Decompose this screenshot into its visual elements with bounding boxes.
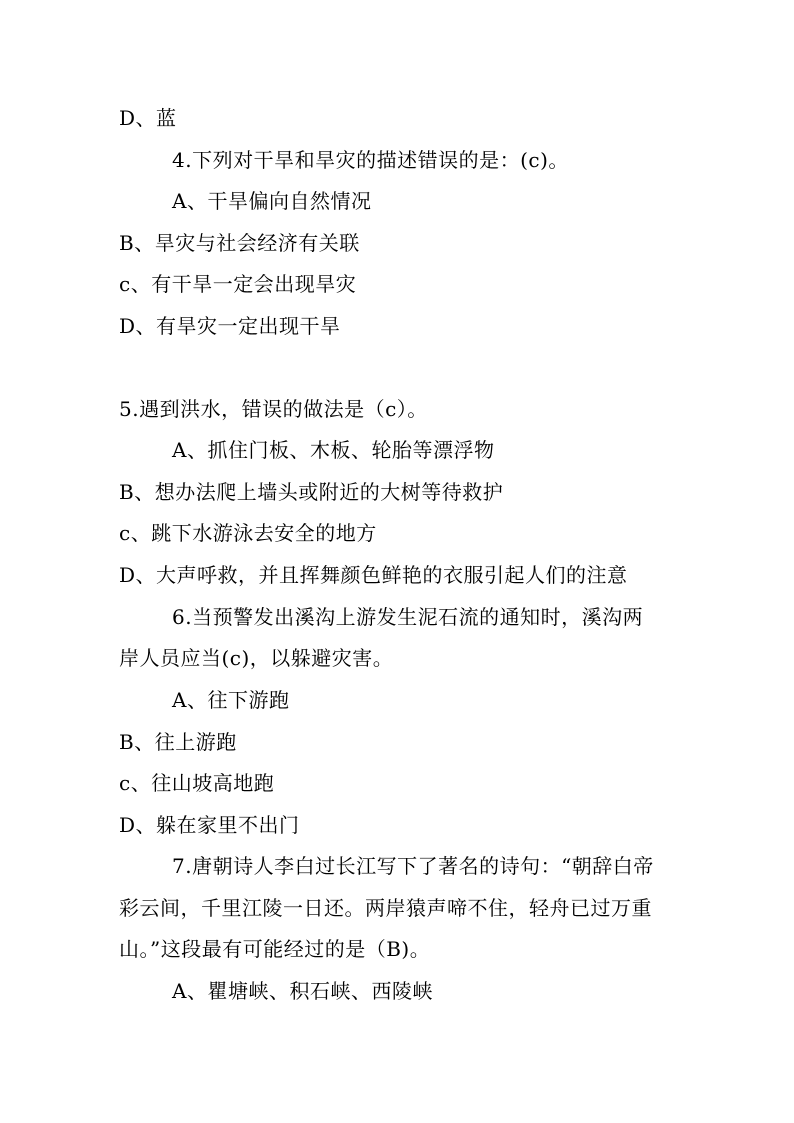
q6-option-c: c、往山坡高地跑 [119,771,275,795]
q7-stem-line-3: 山。”这段最有可能经过的是（B)。 [119,937,431,961]
q4-option-a: A、干旱偏向自然情况 [172,189,372,213]
q5-option-a: A、抓住门板、木板、轮胎等漂浮物 [172,438,495,462]
q7-stem-line-2: 彩云间，千里江陵一日还。两岸猿声啼不住，轻舟已过万重 [119,896,652,920]
q6-stem-line-1: 6.当预警发出溪沟上游发生泥石流的通知时，溪沟两 [172,605,644,629]
q6-option-a: A、往下游跑 [172,688,290,712]
q5-option-c: c、跳下水游泳去安全的地方 [119,521,377,545]
q4-option-c: c、有干旱一定会出现旱灾 [119,272,357,296]
q5-option-d: D、大声呼救，并且挥舞颜色鲜艳的衣服引起人们的注意 [119,563,628,587]
q6-option-b: B、往上游跑 [119,730,237,754]
q6-stem-line-2: 岸人员应当(c)，以躲避灾害。 [119,646,394,670]
q3-option-d: D、蓝 [119,106,177,130]
q7-stem-line-1: 7.唐朝诗人李白过长江写下了著名的诗句：“朝辞白帝 [172,854,654,878]
q4-option-b: B、旱灾与社会经济有关联 [119,231,360,255]
q6-option-d: D、躲在家里不出门 [119,813,300,837]
q4-stem: 4.下列对干旱和旱灾的描述错误的是：(c)。 [172,148,569,172]
q4-option-d: D、有旱灾一定出现干旱 [119,314,341,338]
q5-option-b: B、想办法爬上墙头或附近的大树等待救护 [119,480,504,504]
q5-stem: 5.遇到洪水，错误的做法是（c）。 [119,397,428,421]
q7-option-a: A、瞿塘峡、积石峡、西陵峡 [172,979,433,1003]
